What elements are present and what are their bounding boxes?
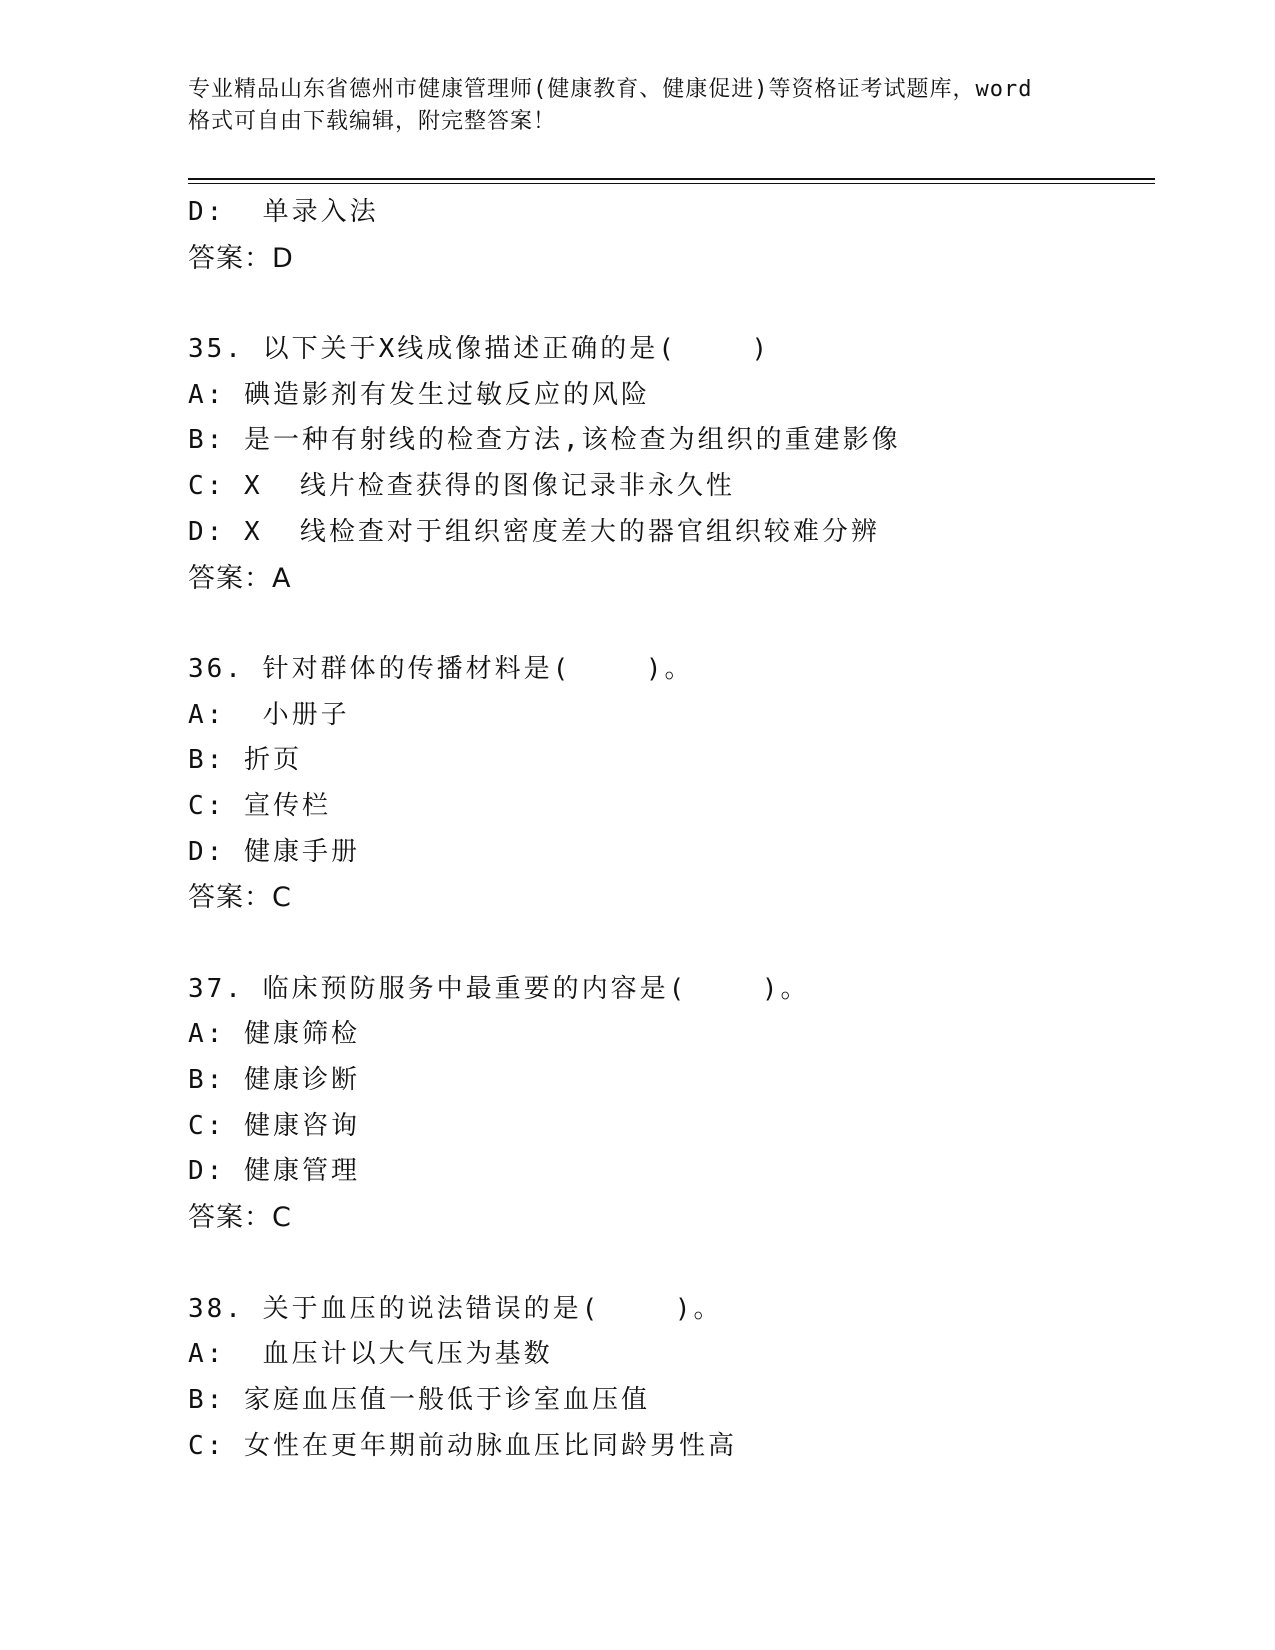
question-list	[188, 190, 1148, 1469]
answer-label: 答案：D	[188, 242, 294, 274]
question-35	[188, 327, 1148, 601]
spacer	[188, 281, 1148, 327]
option-a: A: 小册子	[188, 699, 350, 730]
option-d: D: X 线检查对于组织密度差大的器官组织较难分辨	[188, 516, 880, 547]
carryover-question	[188, 190, 1148, 281]
question-stem: 38. 关于血压的说法错误的是( )。	[188, 1293, 723, 1324]
option-b: B: 健康诊断	[188, 1065, 360, 1096]
question-38	[188, 1287, 1148, 1470]
question-stem: 37. 临床预防服务中最重要的内容是( )。	[188, 973, 810, 1004]
spacer	[188, 601, 1148, 647]
option-b: B: 是一种有射线的检查方法,该检查为组织的重建影像	[188, 425, 901, 456]
option-b: B: 家庭血压值一般低于诊室血压值	[188, 1384, 650, 1415]
option-d: D: 健康管理	[188, 1156, 360, 1187]
option-a: A: 血压计以大气压为基数	[188, 1339, 553, 1370]
option-c: C: 健康咨询	[188, 1110, 360, 1141]
header-divider	[188, 178, 1155, 180]
option-c: C: X 线片检查获得的图像记录非永久性	[188, 471, 735, 502]
option-c: C: 宣传栏	[188, 790, 331, 821]
option-a: A: 健康筛检	[188, 1019, 360, 1050]
question-stem: 36. 针对群体的传播材料是( )。	[188, 653, 694, 684]
option-d: D: 健康手册	[188, 836, 360, 867]
option-c: C: 女性在更年期前动脉血压比同龄男性高	[188, 1430, 737, 1461]
header-divider-thin	[188, 183, 1155, 184]
document-header	[188, 74, 1088, 138]
answer-label: 答案：C	[188, 882, 292, 914]
spacer	[188, 921, 1148, 967]
answer-label: 答案：A	[188, 562, 292, 594]
question-stem: 35. 以下关于X线成像描述正确的是( )	[188, 334, 771, 365]
option-a: A: 碘造影剂有发生过敏反应的风险	[188, 379, 650, 410]
spacer	[188, 1241, 1148, 1287]
question-37	[188, 967, 1148, 1241]
answer-label: 答案：C	[188, 1202, 292, 1234]
option-b: B: 折页	[188, 745, 302, 776]
header-line-2: 格式可自由下载编辑，附完整答案！	[188, 109, 557, 134]
header-line-1: 专业精品山东省德州市健康管理师(健康教育、健康促进)等资格证考试题库，word	[188, 77, 1033, 102]
option-d: D: 单录入法	[188, 197, 379, 227]
question-36	[188, 647, 1148, 921]
